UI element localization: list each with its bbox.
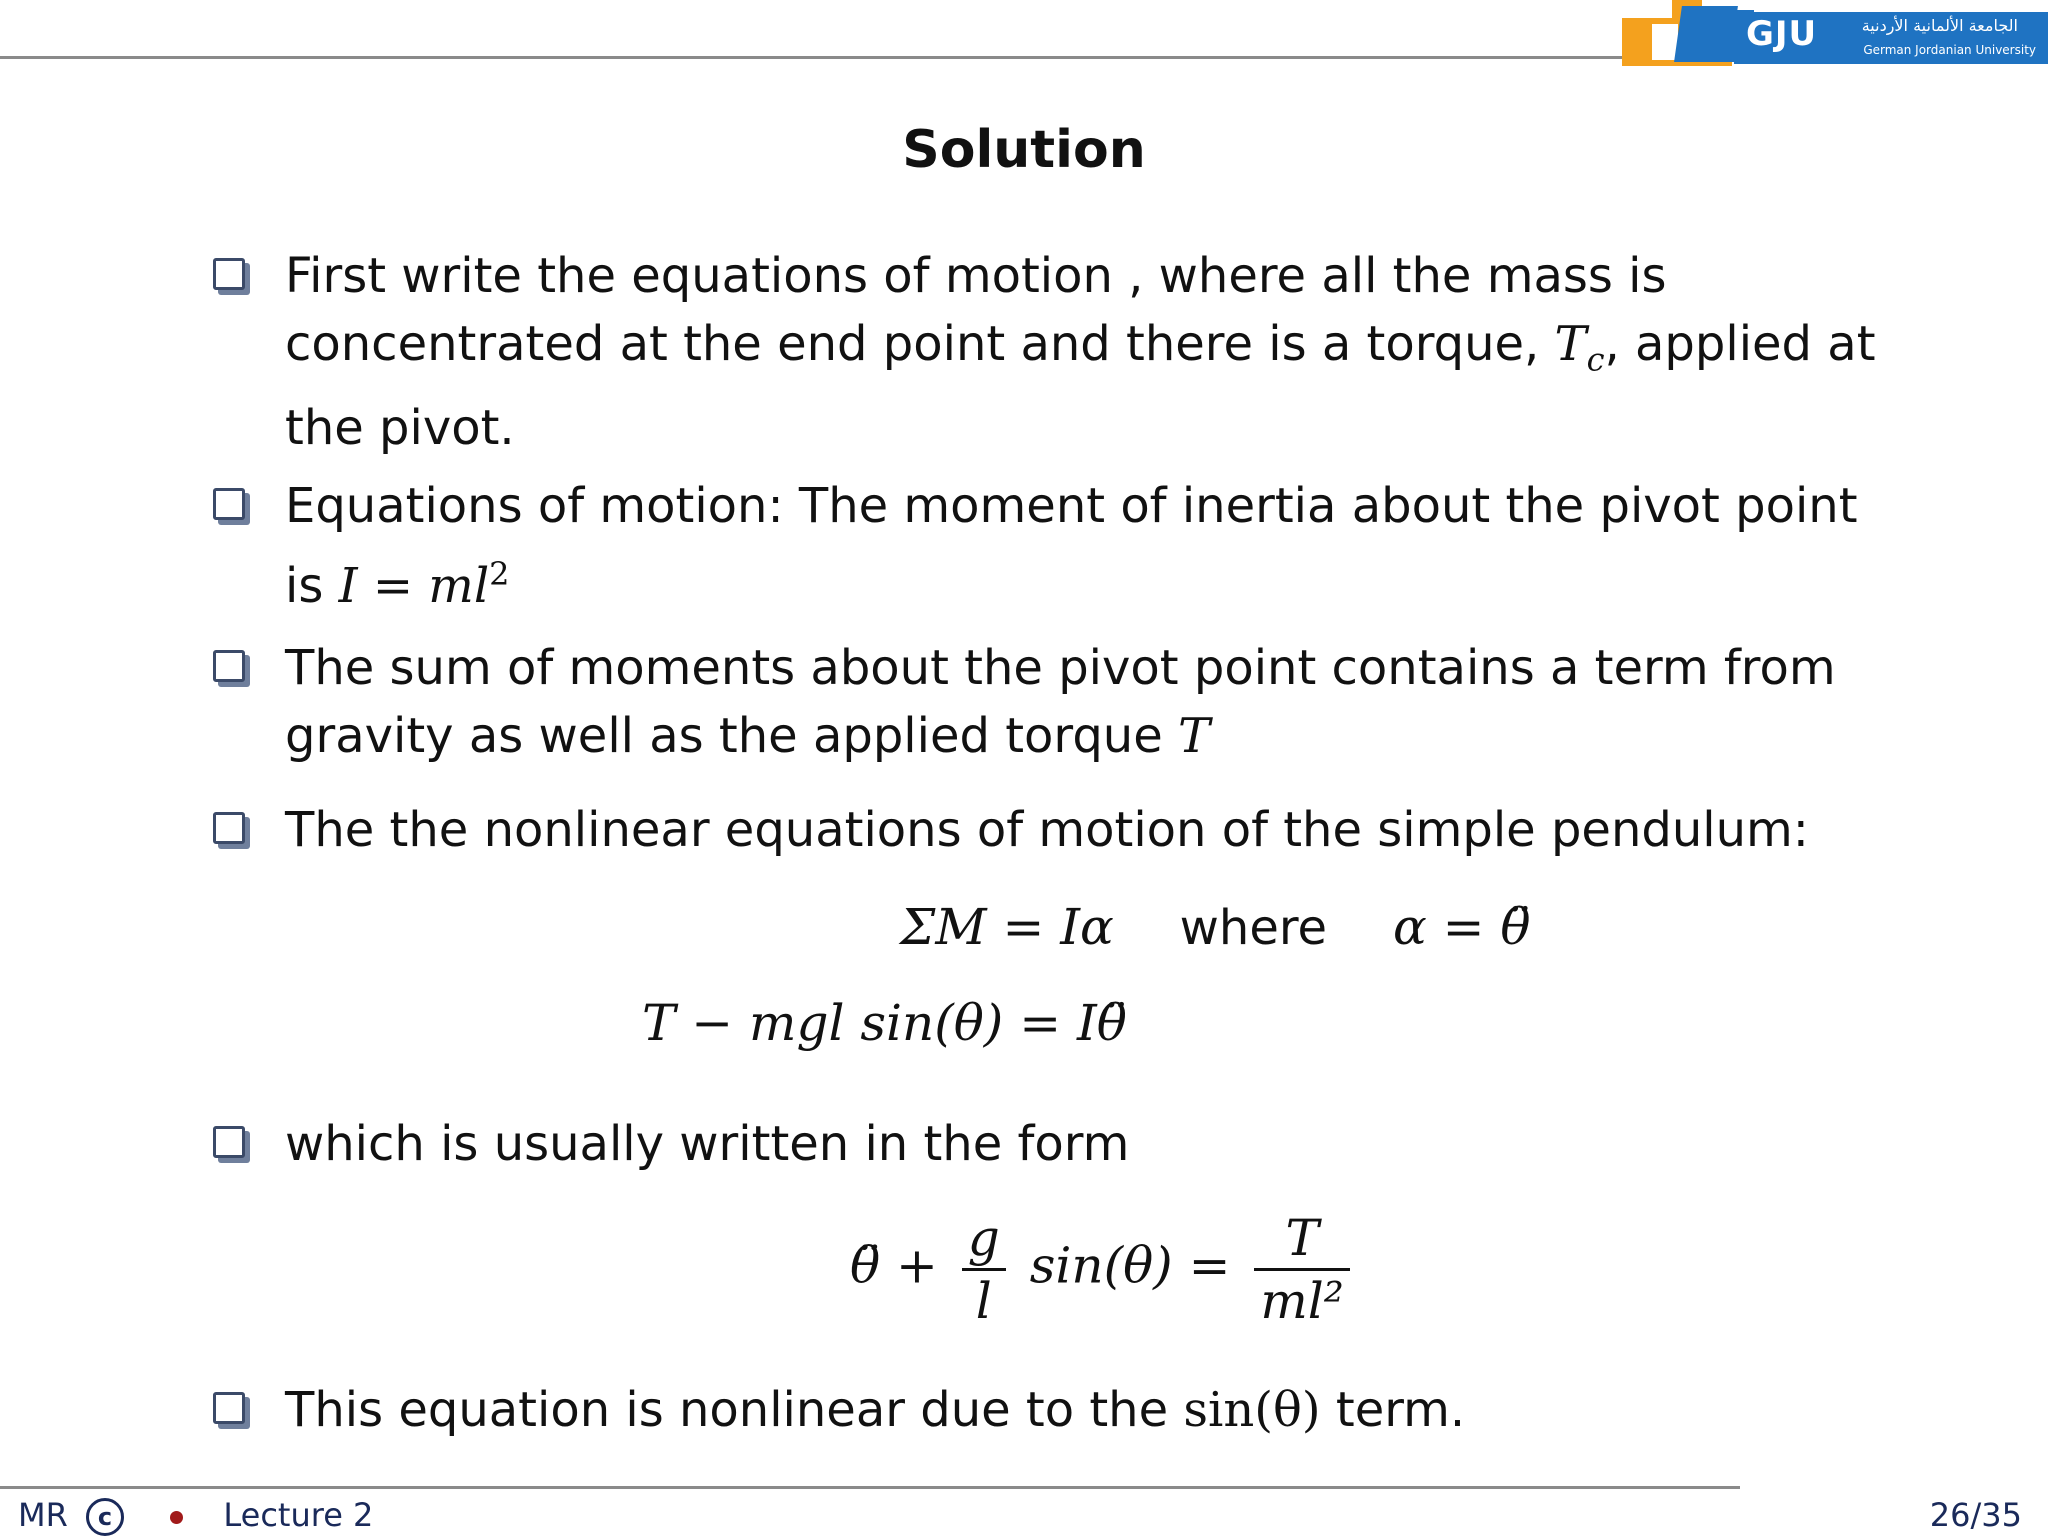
separator-dot-icon [170, 1511, 183, 1524]
footer-lecture: Lecture 2 [223, 1496, 374, 1534]
checkbox-bullet-icon [213, 650, 245, 682]
bullet-text: which is usually written in the form [285, 1116, 1130, 1172]
footer-divider [0, 1486, 1740, 1489]
fraction-t-over-ml2: $\frac{T}{\text{ml²}}$ [1254, 1208, 1349, 1331]
logo-arabic-name: الجامعة الألمانية الأردنية [1861, 16, 2018, 35]
equation-standard-form: θ̈ + $\frac{g}{l}$ sin(θ) = $\frac{T}{\text{ml²}}$ [850, 1208, 1358, 1331]
header-divider [0, 56, 1640, 59]
equation-motion: T − mgl sin(θ) = Iθ̈ [642, 994, 1127, 1052]
bullet-text: Equations of motion: The moment of inertia about the pivot point is $I = ml^2$ [285, 478, 1858, 614]
footer-author: MR [18, 1496, 68, 1534]
footer-info [18, 1496, 373, 1536]
equation-sum-moments: ΣM = Iα where α = θ̈ [900, 898, 1531, 956]
page-number: 26/35 [1929, 1496, 2022, 1534]
bullet-text: The the nonlinear equations of motion of the simple pendulum: [285, 802, 1809, 858]
slide-title: Solution [902, 120, 1146, 180]
bullet-text: The sum of moments about the pivot point contains a term from gravity as well as the applied torque T [285, 640, 1836, 764]
fraction-g-over-l: $\frac{g}{l}$ [962, 1208, 1006, 1331]
bullet-text: First write the equations of motion , where all the mass is concentrated at the end point and there is a torque, $T_c$, applied at the pivot. [285, 248, 1876, 456]
checkbox-bullet-icon [213, 258, 245, 290]
copyright-icon: c [86, 1498, 124, 1536]
bullet-text: This equation is nonlinear due to the sin(θ) term. [285, 1382, 1466, 1438]
checkbox-bullet-icon [213, 1392, 245, 1424]
gju-logo [1622, 0, 2048, 66]
logo-english-name: German Jordanian University [1863, 43, 2036, 57]
checkbox-bullet-icon [213, 488, 245, 520]
checkbox-bullet-icon [213, 1126, 245, 1158]
checkbox-bullet-icon [213, 812, 245, 844]
logo-acronym: GJU [1746, 14, 1818, 54]
